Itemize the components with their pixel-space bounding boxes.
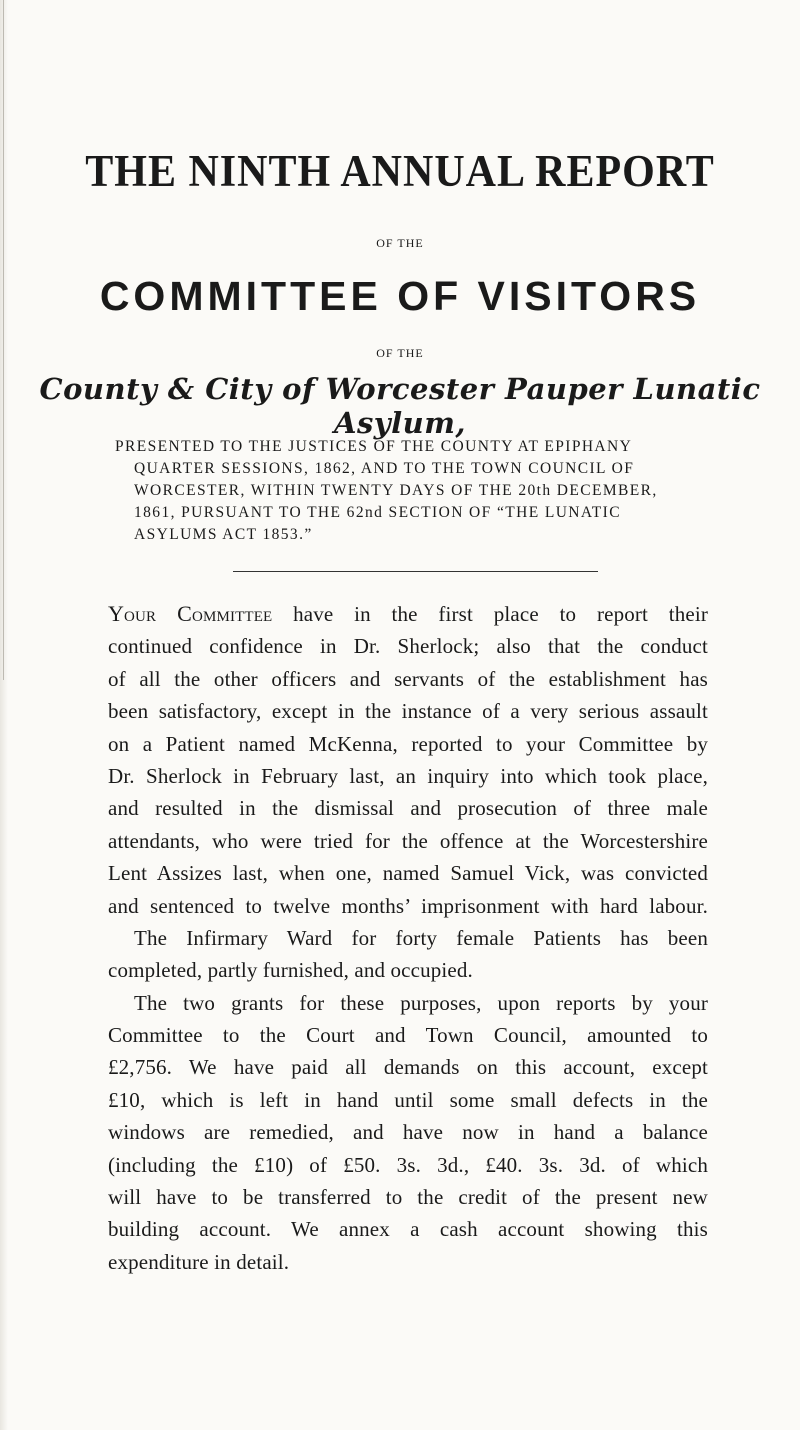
body-line: will have to be transferred to the credit of the present new [108,1185,708,1210]
of-the-label-1: OF THE [376,236,424,250]
body-line: Dr. Sherlock in February last, an inquiry into which took place, [108,763,708,788]
of-the-label-2: OF THE [376,346,424,360]
presented-line: QUARTER SESSIONS, 1862, AND TO THE TOWN COUNCIL OF [134,460,635,477]
asylum-name: County & City of Worcester Pauper Lunatic Asylum, [39,372,761,440]
report-body [108,598,708,1278]
body-line: £2,756. We have paid all demands on this account, except [108,1055,708,1080]
body-line: building account. We annex a cash account showing this [108,1217,708,1242]
body-line: on a Patient named McKenna, reported to your Committee by [108,731,708,756]
body-line: attendants, who were tried for the offence at the Worcestershire [108,828,708,853]
presented-line: 1861, PURSUANT TO THE 62nd SECTION OF “THE LUNATIC [134,504,621,521]
report-title: THE NINTH ANNUAL REPORT [85,147,715,197]
body-line: and resulted in the dismissal and prosecution of three male [108,796,708,821]
body-line: The Infirmary Ward for forty female Patients has been [134,925,708,950]
body-line: Committee to the Court and Town Council, amounted to [108,1023,708,1048]
body-line: (including the £10) of £50. 3s. 3d., £40. 3s. 3d. of which [108,1152,708,1177]
presented-statement [115,436,715,546]
page-edge [0,0,8,1430]
presented-line: ASYLUMS ACT 1853.” [134,526,313,543]
presented-line: PRESENTED TO THE JUSTICES OF THE COUNTY AT EPIPHANY [115,438,633,455]
scan-edge-line [3,0,4,680]
divider-rule [233,571,598,572]
body-line: Lent Assizes last, when one, named Samuel Vick, was convicted [108,861,708,886]
body-line: been satisfactory, except in the instance of a very serious assault [108,699,708,724]
body-line: The two grants for these purposes, upon reports by your [134,990,708,1015]
body-line: of all the other officers and servants of the establishment has [108,666,708,691]
presented-line: WORCESTER, WITHIN TWENTY DAYS OF THE 20th DECEMBER, [134,482,658,499]
body-line: windows are remedied, and have now in hand a balance [108,1120,708,1145]
body-line: expenditure in detail. [108,1249,290,1274]
body-line: continued confidence in Dr. Sherlock; also that the conduct [108,634,708,659]
body-line: completed, partly furnished, and occupied. [108,958,473,983]
committee-heading: COMMITTEE OF VISITORS [99,273,701,319]
body-line [108,598,708,630]
opening-smallcaps: Your Committee [108,601,273,626]
body-line: and sentenced to twelve months’ imprisonment with hard labour. [108,893,708,918]
body-line-text: have in the first place to report their [272,602,709,626]
body-line: £10, which is left in hand until some small defects in the [108,1087,708,1112]
